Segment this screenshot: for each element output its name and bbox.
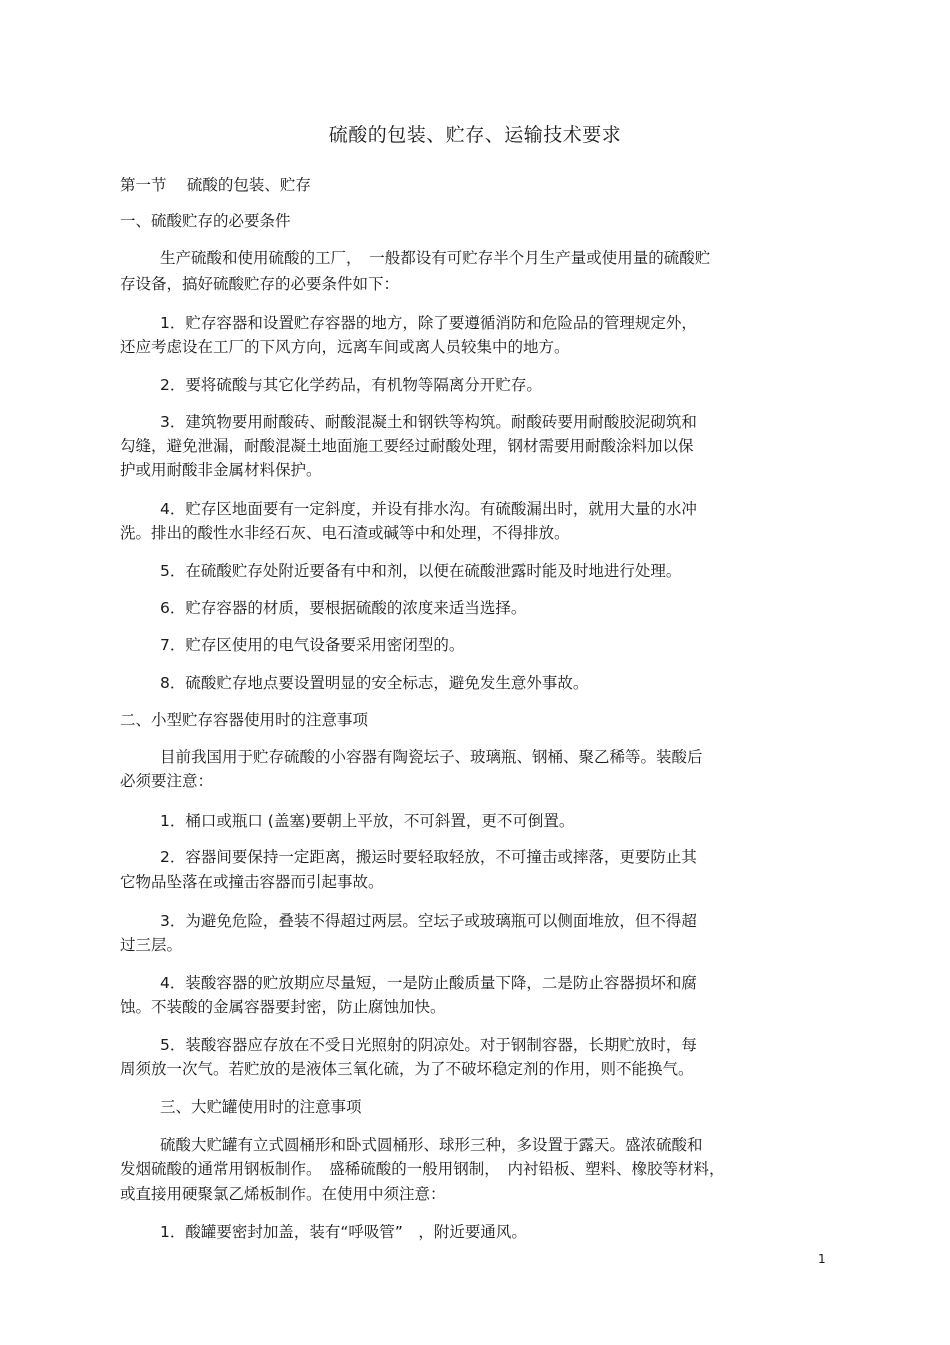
text-line: 洗。排出的酸性水非经石灰、电石渣或碱等中和处理，不得排放。 (120, 524, 570, 542)
text-line: 5．装酸容器应存放在不受日光照射的阴凉处。对于钢制容器，长期贮放时，每 (160, 1036, 697, 1054)
text-line: 蚀。不装酸的金属容器要封密，防止腐蚀加快。 (120, 998, 446, 1016)
text-line: 第一节 硫酸的包装、贮存 (120, 176, 311, 194)
text-line: 还应考虑设在工厂的下风方向，远离车间或离人员较集中的地方。 (120, 338, 570, 356)
document-title: 硫酸的包装、贮存、运输技术要求 (328, 124, 622, 146)
text-line: 1．贮存容器和设置贮存容器的地方，除了要遵循消防和危险品的管理规定外， (160, 314, 697, 332)
text-line: 4．贮存区地面要有一定斜度，并设有排水沟。有硫酸漏出时，就用大量的水冲 (160, 500, 697, 518)
text-line: 2．要将硫酸与其它化学药品，有机物等隔离分开贮存。 (160, 376, 542, 394)
page-number: 1 (818, 1252, 826, 1266)
text-line: 三、大贮罐使用时的注意事项 (160, 1098, 362, 1116)
text-line: 必须要注意： (120, 772, 214, 790)
text-line: 二、小型贮存容器使用时的注意事项 (120, 711, 369, 729)
text-line: 勾缝，避免泄漏，耐酸混凝土地面施工要经过耐酸处理，钢材需要用耐酸涂料加以保 (120, 437, 694, 455)
text-line: 1．酸罐要密封加盖，装有“呼吸管” ，附近要通风。 (160, 1223, 527, 1241)
text-line: 2．容器间要保持一定距离，搬运时要轻取轻放，不可撞击或摔落，更要防止其 (160, 848, 697, 866)
text-line: 4．装酸容器的贮放期应尽量短，一是防止酸质量下降，二是防止容器损坏和腐 (160, 974, 697, 992)
text-line: 周须放一次气。若贮放的是液体三氧化硫，为了不破坏稳定剂的作用，则不能换气。 (120, 1060, 694, 1078)
text-line: 生产硫酸和使用硫酸的工厂， 一般都设有可贮存半个月生产量或使用量的硫酸贮 (160, 249, 711, 267)
text-line: 护或用耐酸非金属材料保护。 (120, 461, 322, 479)
text-line: 8．硫酸贮存地点要设置明显的安全标志，避免发生意外事故。 (160, 674, 589, 692)
text-line: 或直接用硬聚氯乙烯板制作。在使用中须注意： (120, 1185, 446, 1203)
text-line: 它物品坠落在或撞击容器而引起事故。 (120, 873, 384, 891)
text-line: 7．贮存区使用的电气设备要采用密闭型的。 (160, 636, 465, 654)
text-line: 1．桶口或瓶口 (盖塞)要朝上平放，不可斜置，更不可倒置。 (160, 812, 575, 830)
text-line: 5．在硫酸贮存处附近要备有中和剂，以便在硫酸泄露时能及时地进行处理。 (160, 562, 682, 580)
text-line: 目前我国用于贮存硫酸的小容器有陶瓷坛子、玻璃瓶、钢桶、聚乙稀等。装酸后 (160, 748, 703, 766)
text-line: 一、硫酸贮存的必要条件 (120, 212, 291, 230)
text-line: 存设备，搞好硫酸贮存的必要条件如下： (120, 275, 400, 293)
text-line: 硫酸大贮罐有立式圆桶形和卧式圆桶形、球形三种，多设置于露天。盛浓硫酸和 (160, 1136, 703, 1154)
text-line: 3．为避免危险，叠装不得超过两层。空坛子或玻璃瓶可以侧面堆放，但不得超 (160, 912, 697, 930)
text-line: 发烟硫酸的通常用钢板制作。 盛稀硫酸的一般用钢制， 内衬铅板、塑料、橡胶等材料， (120, 1160, 725, 1178)
text-line: 3．建筑物要用耐酸砖、耐酸混凝土和钢铁等构筑。耐酸砖要用耐酸胶泥砌筑和 (160, 413, 697, 431)
text-line: 过三层。 (120, 936, 183, 954)
text-line: 6．贮存容器的材质，要根据硫酸的浓度来适当选择。 (160, 599, 527, 617)
